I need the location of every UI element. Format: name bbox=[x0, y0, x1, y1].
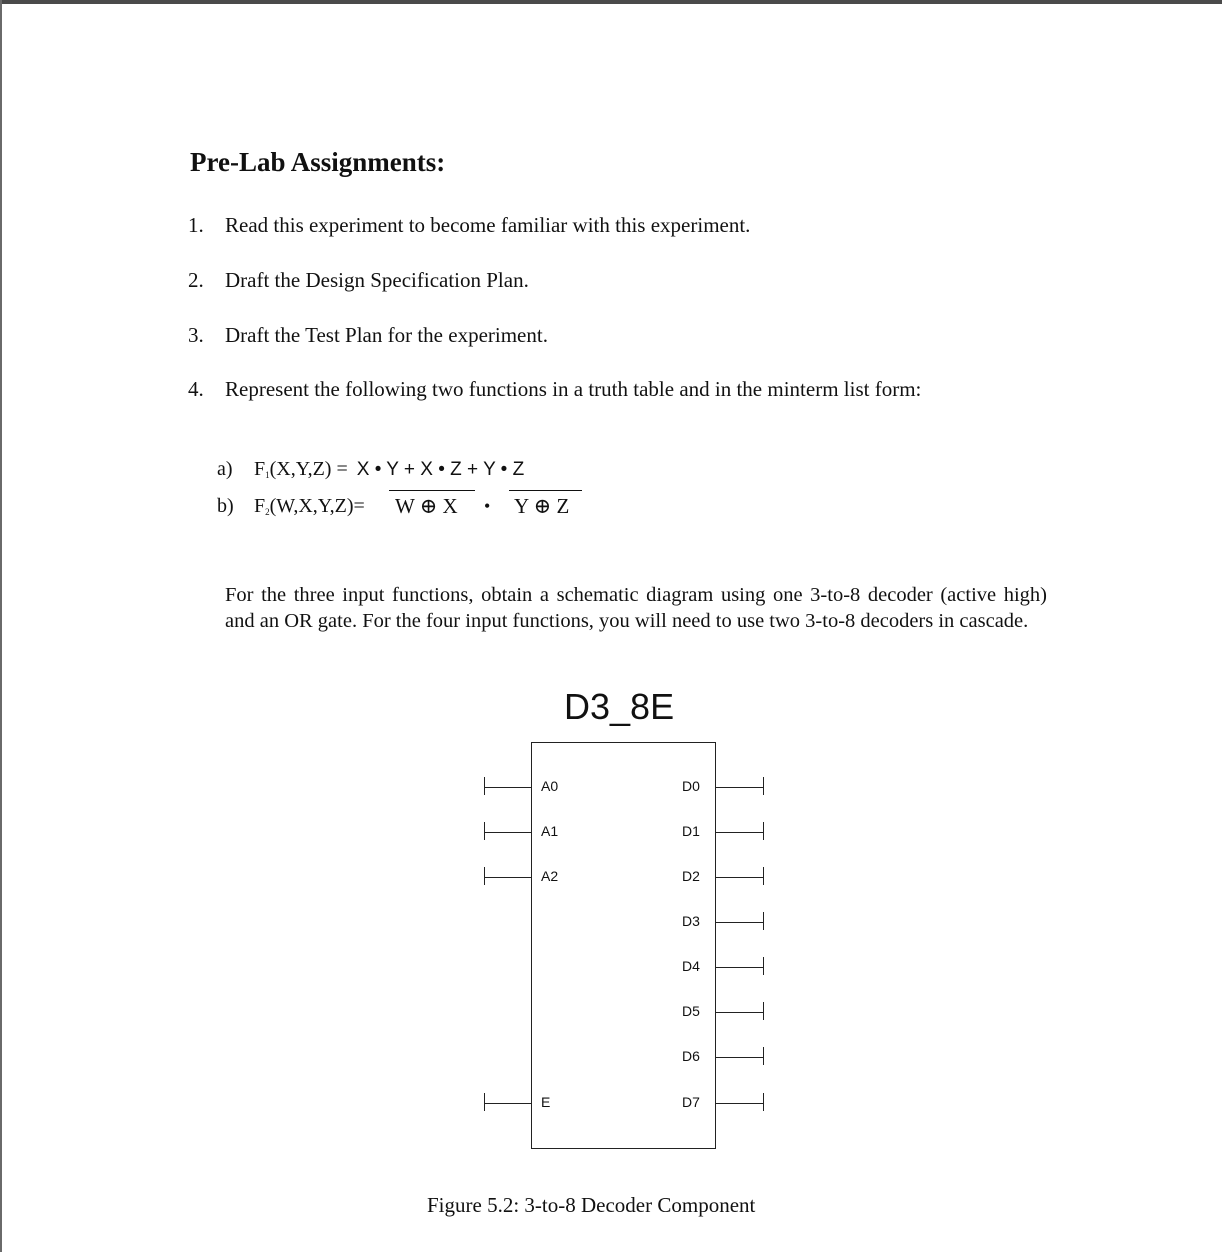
output-tick bbox=[763, 957, 764, 975]
output-pin-label: D5 bbox=[682, 1003, 700, 1019]
list-number: 4. bbox=[188, 377, 204, 401]
function-a-subscript: 1 bbox=[265, 470, 270, 480]
output-pin-label: D7 bbox=[682, 1094, 700, 1110]
list-number: 2. bbox=[188, 268, 204, 292]
function-b-dot: • bbox=[484, 496, 491, 516]
function-b-args: (W,X,Y,Z)= bbox=[269, 495, 365, 517]
output-tick bbox=[763, 912, 764, 930]
list-text: Draft the Design Specification Plan. bbox=[225, 268, 529, 292]
list-item bbox=[188, 213, 750, 238]
output-pin-label: D2 bbox=[682, 868, 700, 884]
output-pin-label: D6 bbox=[682, 1048, 700, 1064]
function-a bbox=[217, 458, 524, 481]
output-pin-label: D3 bbox=[682, 913, 700, 929]
list-item bbox=[188, 323, 548, 348]
instructions-paragraph: For the three input functions, obtain a schematic diagram using one 3-to-8 decoder (active high) and an OR gate. For the four input functions, you will need to use two 3-to-8 decoders in cascade. bbox=[225, 584, 1047, 632]
top-border bbox=[0, 0, 1222, 4]
input-pin-line bbox=[485, 877, 531, 878]
output-tick bbox=[763, 1002, 764, 1020]
output-tick bbox=[763, 1093, 764, 1111]
output-pin-line bbox=[716, 1057, 763, 1058]
function-b-subscript: 2 bbox=[265, 507, 270, 517]
input-pin-label: A0 bbox=[541, 778, 559, 794]
output-pin-label: D0 bbox=[682, 778, 700, 794]
output-pin-line bbox=[716, 877, 763, 878]
decoder-title: D3_8E bbox=[564, 686, 675, 727]
output-pin-label: D4 bbox=[682, 958, 700, 974]
list-text: Draft the Test Plan for the experiment. bbox=[225, 323, 548, 347]
input-tick bbox=[484, 777, 485, 795]
function-b-label: b) bbox=[217, 495, 234, 517]
overline-term2 bbox=[509, 490, 582, 491]
input-tick bbox=[484, 822, 485, 840]
output-pin-line bbox=[716, 1012, 763, 1013]
input-pin-line bbox=[485, 1103, 531, 1104]
function-a-name: F bbox=[254, 458, 266, 480]
output-pin-line bbox=[716, 1103, 763, 1104]
output-tick bbox=[763, 822, 764, 840]
function-a-expression: X • Y + X • Z + Y • Z bbox=[356, 459, 525, 480]
output-pin-label: D1 bbox=[682, 823, 700, 839]
output-tick bbox=[763, 867, 764, 885]
overline-term1 bbox=[389, 490, 475, 491]
output-pin-line bbox=[716, 967, 763, 968]
input-tick bbox=[484, 867, 485, 885]
output-pin-line bbox=[716, 922, 763, 923]
input-tick bbox=[484, 1093, 485, 1111]
list-text: Represent the following two functions in a truth table and in the minterm list form: bbox=[225, 377, 922, 401]
function-b-term2: Y ⊕ Z bbox=[514, 494, 570, 518]
figure-caption bbox=[427, 1193, 755, 1218]
output-pin-line bbox=[716, 787, 763, 788]
output-tick bbox=[763, 777, 764, 795]
input-pin-label: A1 bbox=[541, 823, 559, 839]
page-heading: Pre-Lab Assignments: bbox=[190, 147, 446, 177]
list-item bbox=[188, 268, 529, 293]
input-pin-line bbox=[485, 787, 531, 788]
figure-caption-label: Figure 5.2: bbox=[427, 1193, 520, 1217]
output-tick bbox=[763, 1047, 764, 1065]
left-border bbox=[0, 0, 2, 1252]
decoder-body bbox=[531, 742, 716, 1149]
list-text: Read this experiment to become familiar with this experiment. bbox=[225, 213, 751, 237]
function-a-args: (X,Y,Z) = bbox=[269, 458, 348, 480]
function-b bbox=[217, 495, 365, 518]
input-pin-line bbox=[485, 832, 531, 833]
function-b-name: F bbox=[254, 495, 266, 517]
list-item bbox=[188, 377, 921, 402]
figure-caption-text: 3-to-8 Decoder Component bbox=[524, 1193, 756, 1217]
input-pin-label: A2 bbox=[541, 868, 559, 884]
output-pin-line bbox=[716, 832, 763, 833]
input-pin-label: E bbox=[541, 1094, 551, 1110]
function-a-label: a) bbox=[217, 458, 233, 480]
function-b-term1: W ⊕ X bbox=[395, 494, 458, 518]
list-number: 3. bbox=[188, 323, 204, 347]
list-number: 1. bbox=[188, 213, 204, 237]
